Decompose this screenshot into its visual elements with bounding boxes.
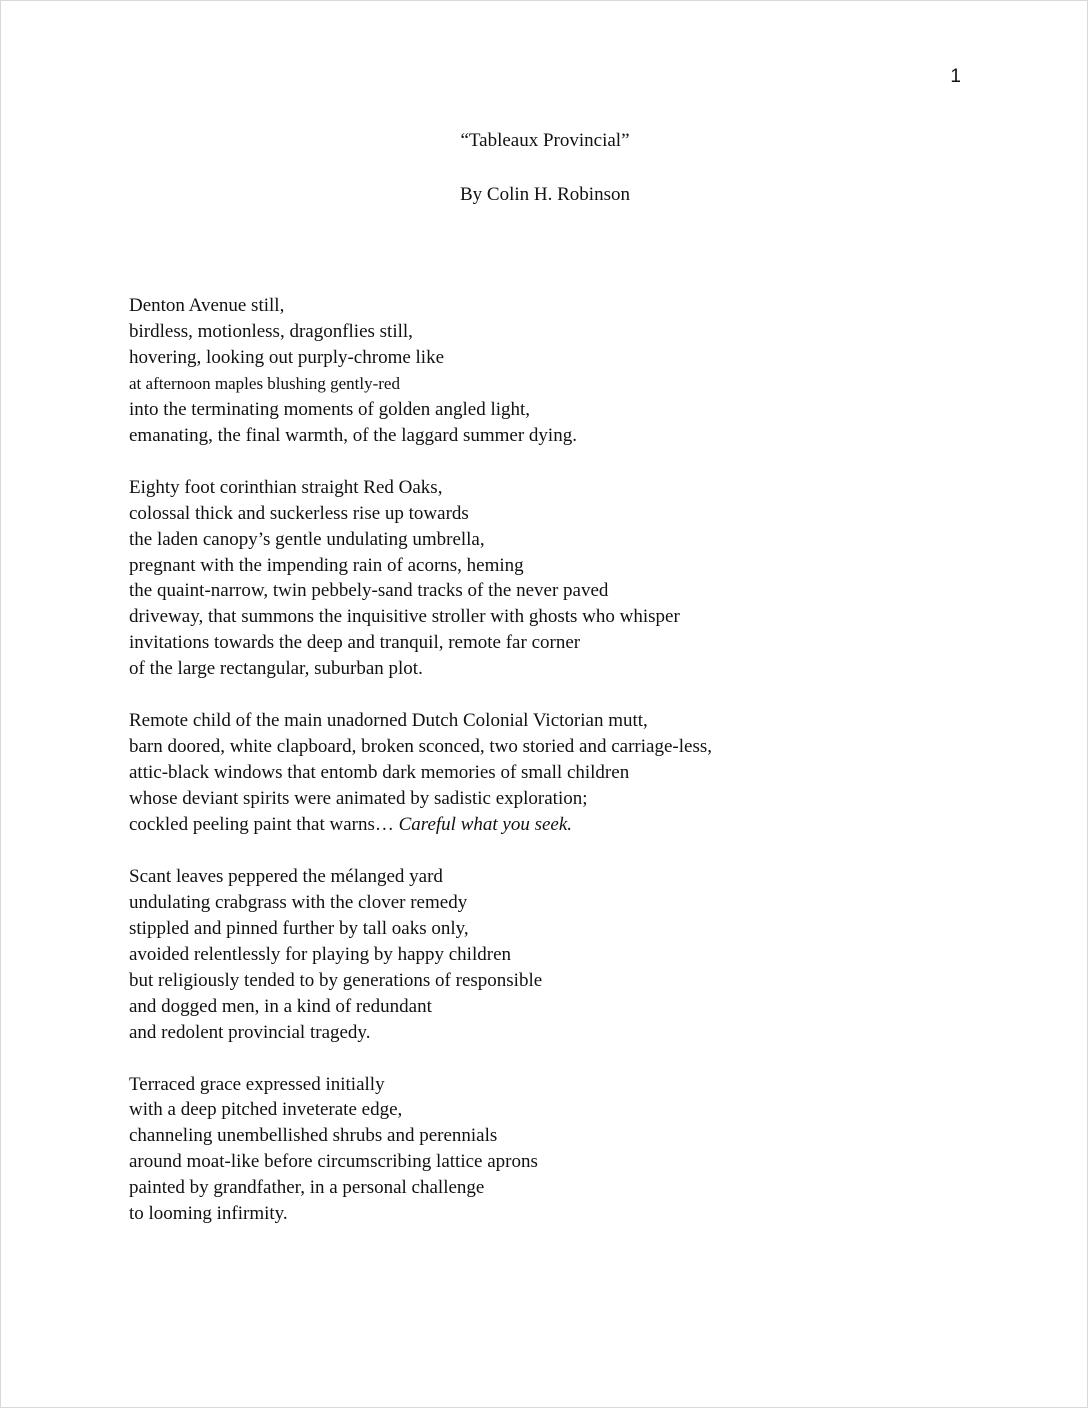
poem-line: and dogged men, in a kind of redundant [129,995,432,1017]
poem-line: invitations towards the deep and tranquil, remote far corner [129,632,581,654]
poem-line: at afternoon maples blushing gently-red [129,373,400,393]
poem-line: the quaint-narrow, twin pebbely-sand tracks of the never paved [129,580,609,602]
poem-line: whose deviant spirits were animated by sadistic exploration; [129,788,588,810]
poem-title: “Tableaux Provincial” [460,130,630,151]
poem-line: with a deep pitched inveterate edge, [129,1099,403,1121]
stanza-5 [129,1072,989,1228]
poem-line: channeling unembellished shrubs and perennials [129,1125,498,1147]
poem-line-italic: Careful what you seek. [398,814,573,836]
stanza-1 [129,293,989,449]
poem-line: stippled and pinned further by tall oaks only, [129,917,469,939]
poem-line: attic-black windows that entomb dark memories of small children [129,762,630,784]
stanza-4 [129,864,989,1046]
poem-line: birdless, motionless, dragonflies still, [129,320,413,342]
poem-line: to looming infirmity. [129,1203,288,1225]
poem-line: around moat-like before circumscribing lattice aprons [129,1151,538,1173]
stanza-2 [129,475,989,683]
poem-line: avoided relentlessly for playing by happy children [129,943,512,965]
poem-line: of the large rectangular, suburban plot. [129,658,423,680]
poem-line: and redolent provincial tragedy. [129,1021,371,1043]
poem-body [129,293,989,1253]
poem-line: the laden canopy’s gentle undulating umbrella, [129,528,485,550]
stanza-3 [129,708,989,838]
poem-line: Terraced grace expressed initially [129,1073,385,1095]
poem-line: driveway, that summons the inquisitive stroller with ghosts who whisper [129,606,680,628]
poem-line: into the terminating moments of golden angled light, [129,398,531,420]
page-number: 1 [950,66,961,87]
poem-line: emanating, the final warmth, of the laggard summer dying. [129,424,577,446]
poem-line-text: cockled peeling paint that warns… [129,814,399,836]
poem-line: Eighty foot corinthian straight Red Oaks, [129,476,443,498]
poem-byline: By Colin H. Robinson [460,184,630,205]
poem-line: Denton Avenue still, [129,295,285,316]
poem-line: hovering, looking out purply-chrome like [129,346,445,368]
poem-line: painted by grandfather, in a personal challenge [129,1177,485,1199]
poem-line-mixed [129,812,989,838]
poem-line: Remote child of the main unadorned Dutch Colonial Victorian mutt, [129,710,648,732]
poem-line: undulating crabgrass with the clover remedy [129,891,468,913]
poem-line: but religiously tended to by generations of responsible [129,969,543,991]
poem-line: barn doored, white clapboard, broken sconced, two storied and carriage-less, [129,736,712,758]
poem-line: colossal thick and suckerless rise up towards [129,502,469,524]
poem-line: Scant leaves peppered the mélanged yard [129,865,443,887]
poem-line: pregnant with the impending rain of acorns, heming [129,554,524,576]
